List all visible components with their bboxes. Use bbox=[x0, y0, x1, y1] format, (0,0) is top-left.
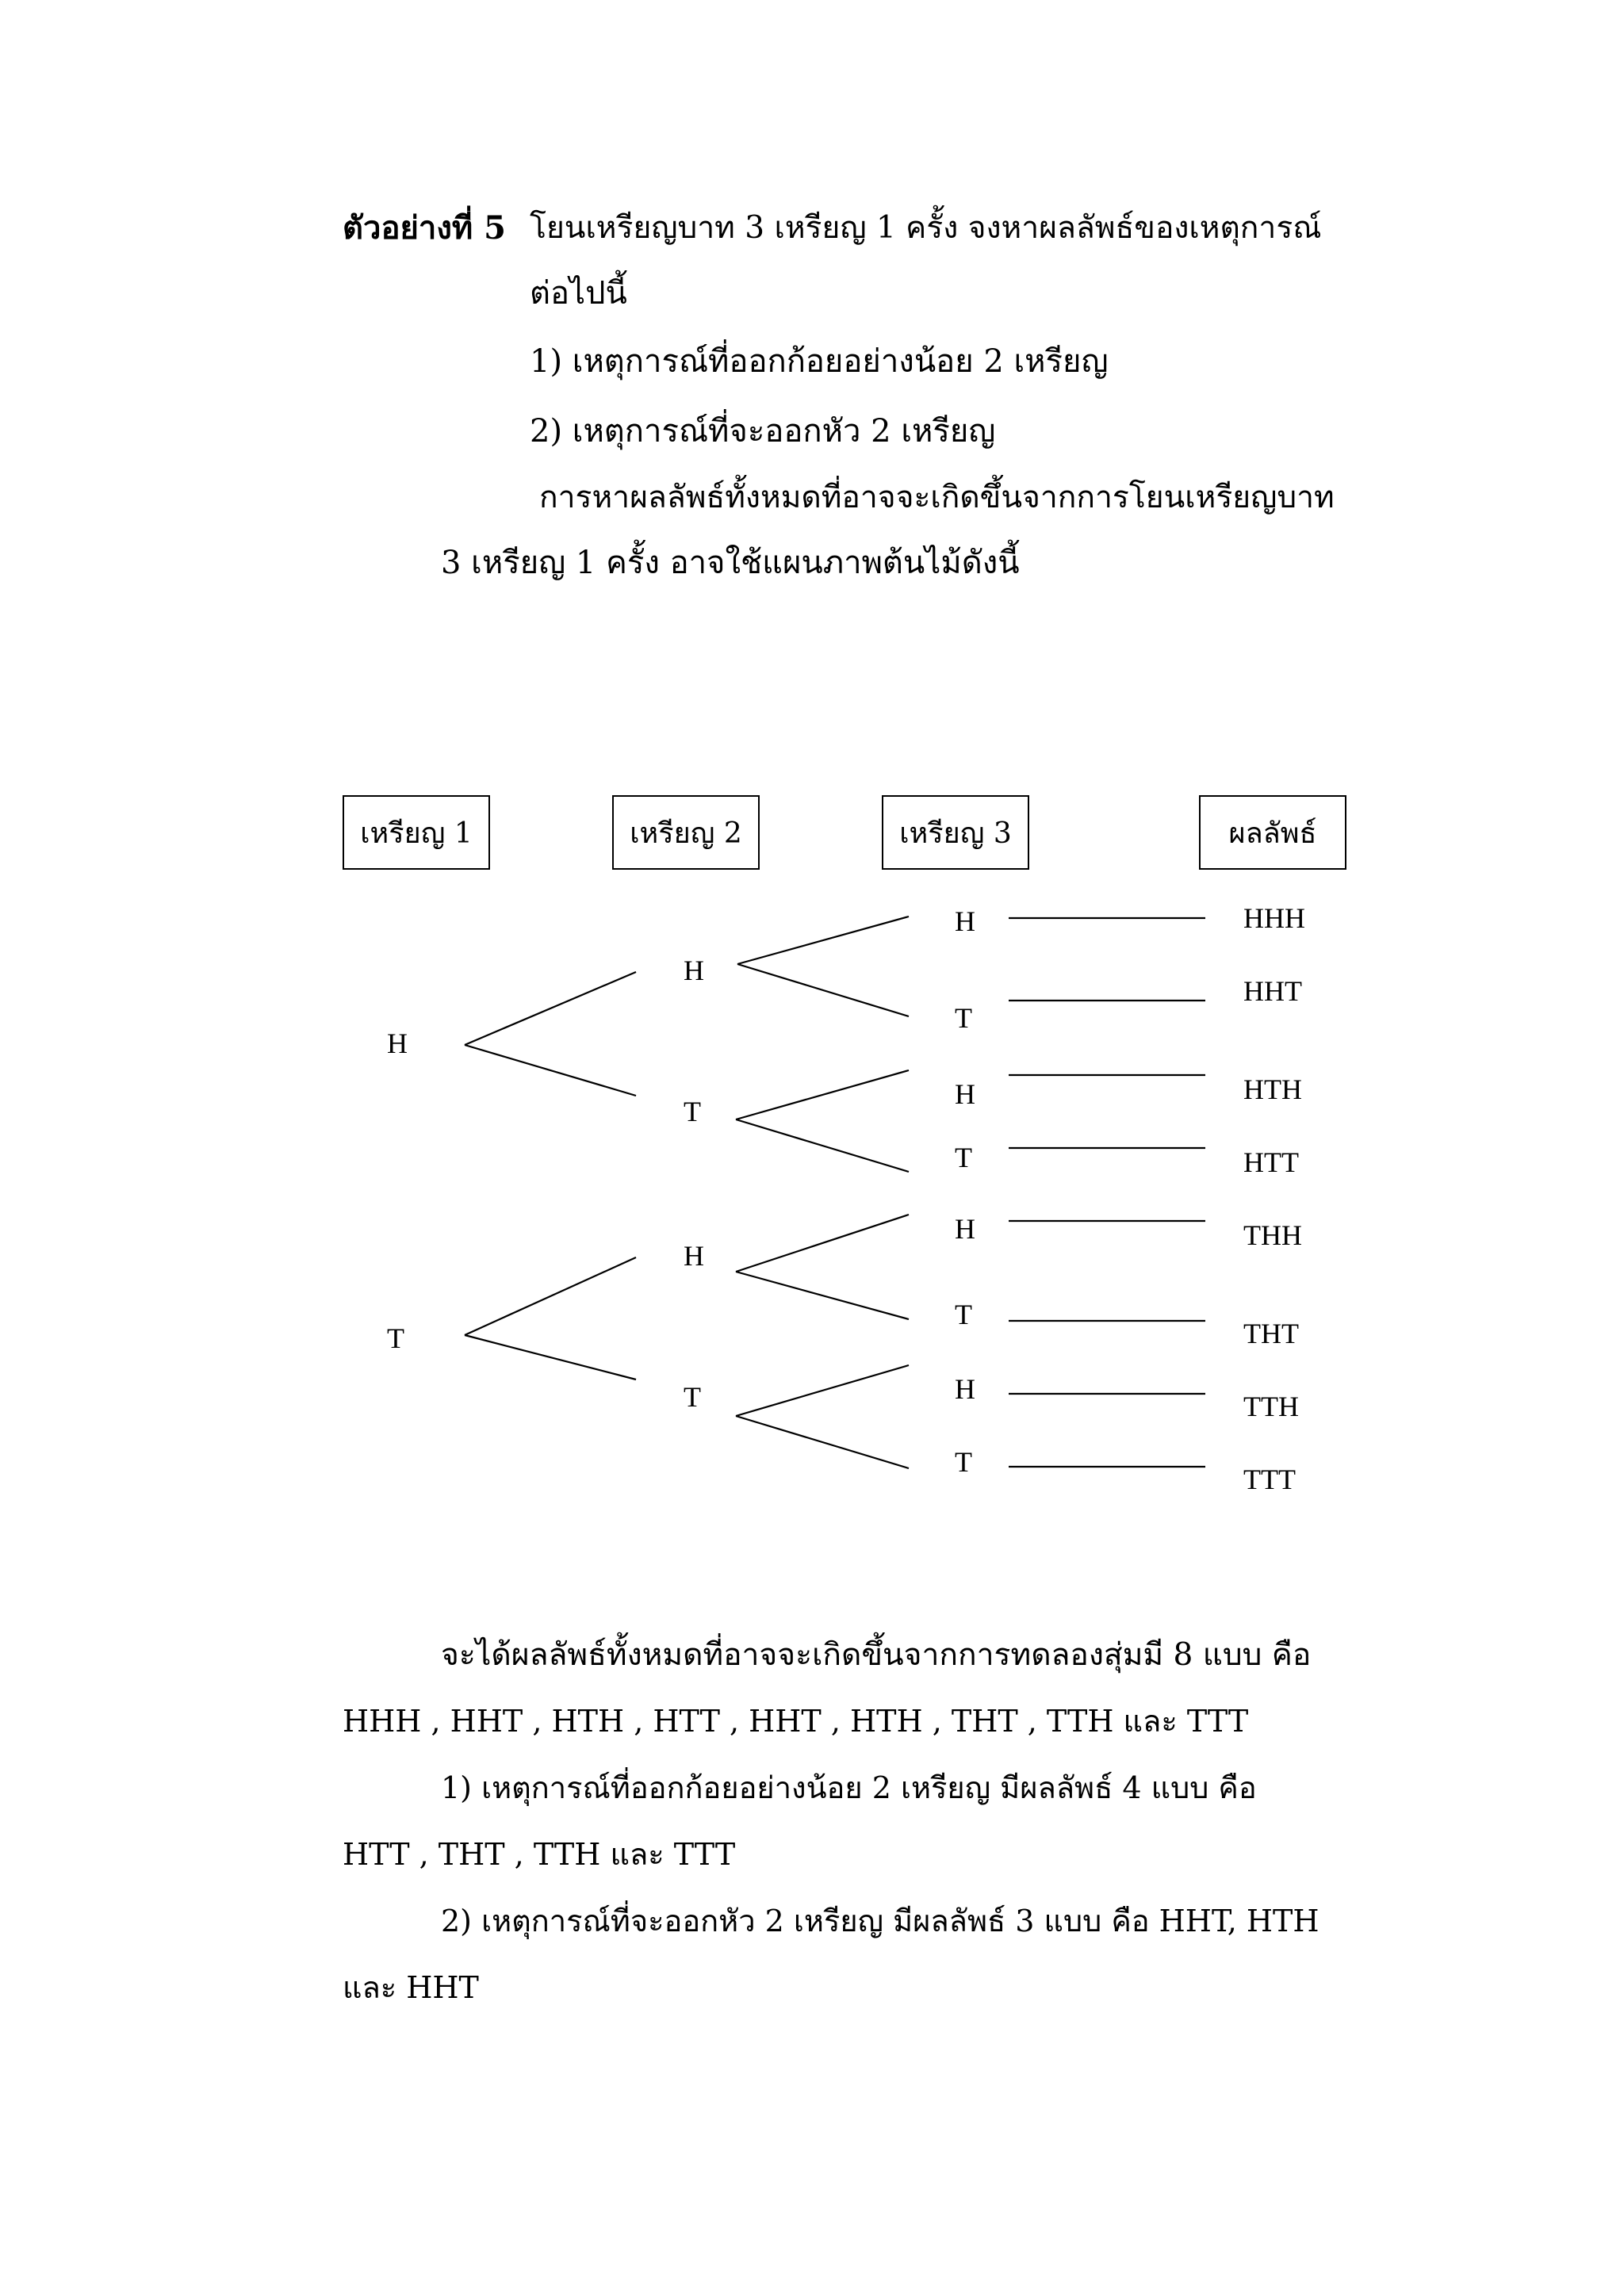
outcome-tht: THT bbox=[1243, 1318, 1299, 1349]
node-l1-h: H bbox=[387, 1027, 408, 1059]
conclusion-line-2: HHH , HHT , HTH , HTT , HHT , HTH , THT , TTH และ TTT bbox=[343, 1704, 1249, 1739]
node-l1-t: T bbox=[387, 1322, 404, 1354]
conclusion-item-2-line-2: และ HHT bbox=[343, 1970, 479, 2005]
branch-ht-to-h bbox=[736, 1070, 909, 1119]
node-l2-t-2: T bbox=[684, 1381, 701, 1413]
tree-intro-line-2: 3 เหรียญ 1 ครั้ง อาจใช้แผนภาพต้นไม้ดังนี้ bbox=[441, 545, 1020, 581]
outcome-ttt: TTT bbox=[1243, 1464, 1296, 1495]
branch-tt-to-h bbox=[736, 1365, 909, 1416]
branch-t-to-t bbox=[465, 1335, 636, 1380]
branch-hh-to-h bbox=[737, 916, 909, 964]
example-question-line-2: ต่อไปนี้ bbox=[530, 275, 627, 312]
example-item-2: 2) เหตุการณ์ที่จะออกหัว 2 เหรียญ bbox=[530, 413, 996, 450]
node-l2-t-1: T bbox=[684, 1096, 701, 1127]
tree-intro-line-1: การหาผลลัพธ์ทั้งหมดที่อาจจะเกิดขึ้นจากการโยนเหรียญบาท bbox=[539, 480, 1335, 515]
node-l2-h-1: H bbox=[684, 955, 704, 986]
outcome-hth: HTH bbox=[1243, 1073, 1302, 1105]
example-item-1: 1) เหตุการณ์ที่ออกก้อยอย่างน้อย 2 เหรียญ bbox=[530, 343, 1109, 380]
node-l3-6: T bbox=[955, 1299, 972, 1330]
node-l3-1: H bbox=[955, 905, 975, 937]
outcome-thh: THH bbox=[1243, 1219, 1302, 1251]
node-l2-h-2: H bbox=[684, 1240, 704, 1272]
node-l3-7: H bbox=[955, 1373, 975, 1405]
header-coin-3: เหรียญ 3 bbox=[882, 795, 1029, 870]
branch-t-to-h bbox=[465, 1257, 636, 1335]
conclusion-item-1-line-2: HTT , THT , TTH และ TTT bbox=[343, 1837, 736, 1872]
node-l3-8: T bbox=[955, 1446, 972, 1478]
branch-h-to-t bbox=[465, 1045, 636, 1096]
header-outcome: ผลลัพธ์ bbox=[1199, 795, 1346, 870]
header-coin-2: เหรียญ 2 bbox=[612, 795, 760, 870]
branch-th-to-h bbox=[736, 1215, 909, 1272]
outcome-hht: HHT bbox=[1243, 975, 1302, 1007]
conclusion-item-2-line-1: 2) เหตุการณ์ที่จะออกหัว 2 เหรียญ มีผลลัพธ์ 3 แบบ คือ HHT, HTH bbox=[441, 1904, 1320, 1938]
branch-tt-to-t bbox=[736, 1416, 909, 1468]
outcome-htt: HTT bbox=[1243, 1146, 1299, 1178]
node-l3-3: H bbox=[955, 1078, 975, 1110]
branch-ht-to-t bbox=[736, 1119, 909, 1172]
header-coin-1: เหรียญ 1 bbox=[343, 795, 490, 870]
branch-th-to-t bbox=[736, 1272, 909, 1319]
node-l3-4: T bbox=[955, 1142, 972, 1173]
example-question-line-1: โยนเหรียญบาท 3 เหรียญ 1 ครั้ง จงหาผลลัพธ์ของเหตุการณ์ bbox=[530, 210, 1322, 246]
example-label: ตัวอย่างที่ 5 bbox=[343, 209, 507, 247]
node-l3-5: H bbox=[955, 1213, 975, 1245]
outcome-hhh: HHH bbox=[1243, 902, 1305, 934]
branch-h-to-h bbox=[465, 972, 636, 1045]
branch-hh-to-t bbox=[737, 964, 909, 1016]
conclusion-item-1-line-1: 1) เหตุการณ์ที่ออกก้อยอย่างน้อย 2 เหรียญ มีผลลัพธ์ 4 แบบ คือ bbox=[441, 1770, 1257, 1805]
conclusion-line-1: จะได้ผลลัพธ์ทั้งหมดที่อาจจะเกิดขึ้นจากการทดลองสุ่มมี 8 แบบ คือ bbox=[441, 1637, 1312, 1673]
outcome-tth: TTH bbox=[1243, 1391, 1299, 1422]
node-l3-2: T bbox=[955, 1002, 972, 1034]
